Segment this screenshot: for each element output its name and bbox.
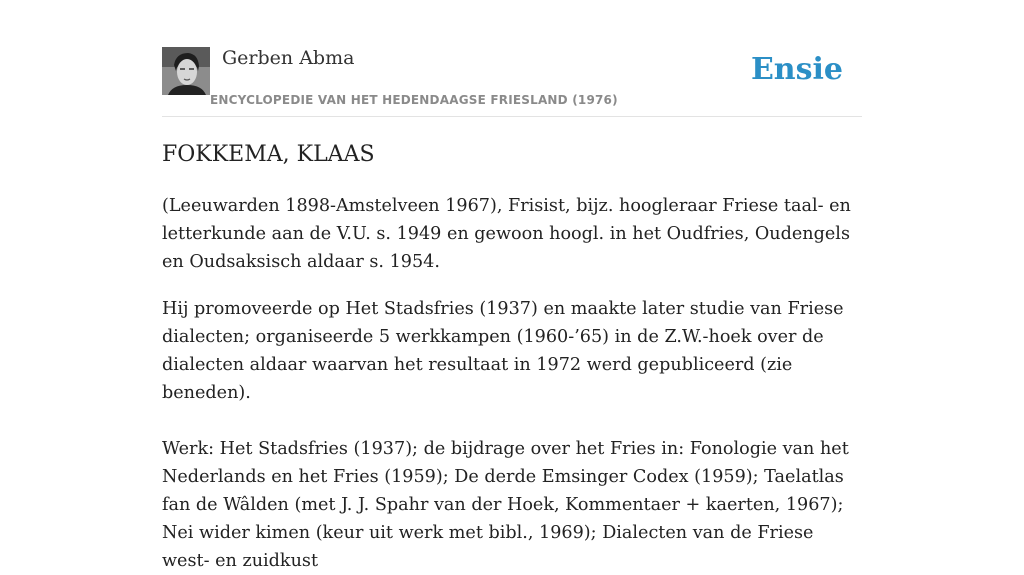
author-portrait-icon bbox=[162, 47, 210, 95]
author-name[interactable]: Gerben Abma bbox=[222, 47, 355, 69]
entry-paragraph-works: Werk: Het Stadsfries (1937); de bijdrage over het Fries in: Fonologie van het Nederlands en het Fries (1959); De derde Emsinger Codex (1959); Taelatlas fan de Wâlden (met J. J. Spahr van der Hoek, Kommentaer + kaerten, 1967); Nei wider kimen (keur uit werk met bibl., 1969); Dialecten van de Friese west- en zuidkust bbox=[162, 439, 849, 571]
entry-header bbox=[162, 46, 862, 117]
ensie-logo[interactable]: Ensie bbox=[750, 52, 843, 87]
entry-body bbox=[162, 192, 862, 575]
entry-paragraph-intro: (Leeuwarden 1898-Amstelveen 1967), Frisist, bijz. hoogleraar Friese taal- en letterkunde aan de V.U. s. 1949 en gewoon hoogl. in het Oudfries, Oudengels en Oudsaksisch aldaar s. 1954. bbox=[162, 196, 851, 272]
entry-paragraph-research: Hij promoveerde op Het Stadsfries (1937) en maakte later studie van Friese dialecten; organiseerde 5 werkkampen (1960-’65) in de Z.W.-hoek over de dialecten aldaar waarvan het resultaat in 1972 werd gepubliceerd (zie beneden). bbox=[162, 299, 844, 403]
author-avatar[interactable] bbox=[162, 47, 210, 95]
source-label[interactable]: ENCYCLOPEDIE VAN HET HEDENDAAGSE FRIESLAND (1976) bbox=[210, 93, 618, 107]
entry-title: FOKKEMA, KLAAS bbox=[162, 142, 375, 167]
